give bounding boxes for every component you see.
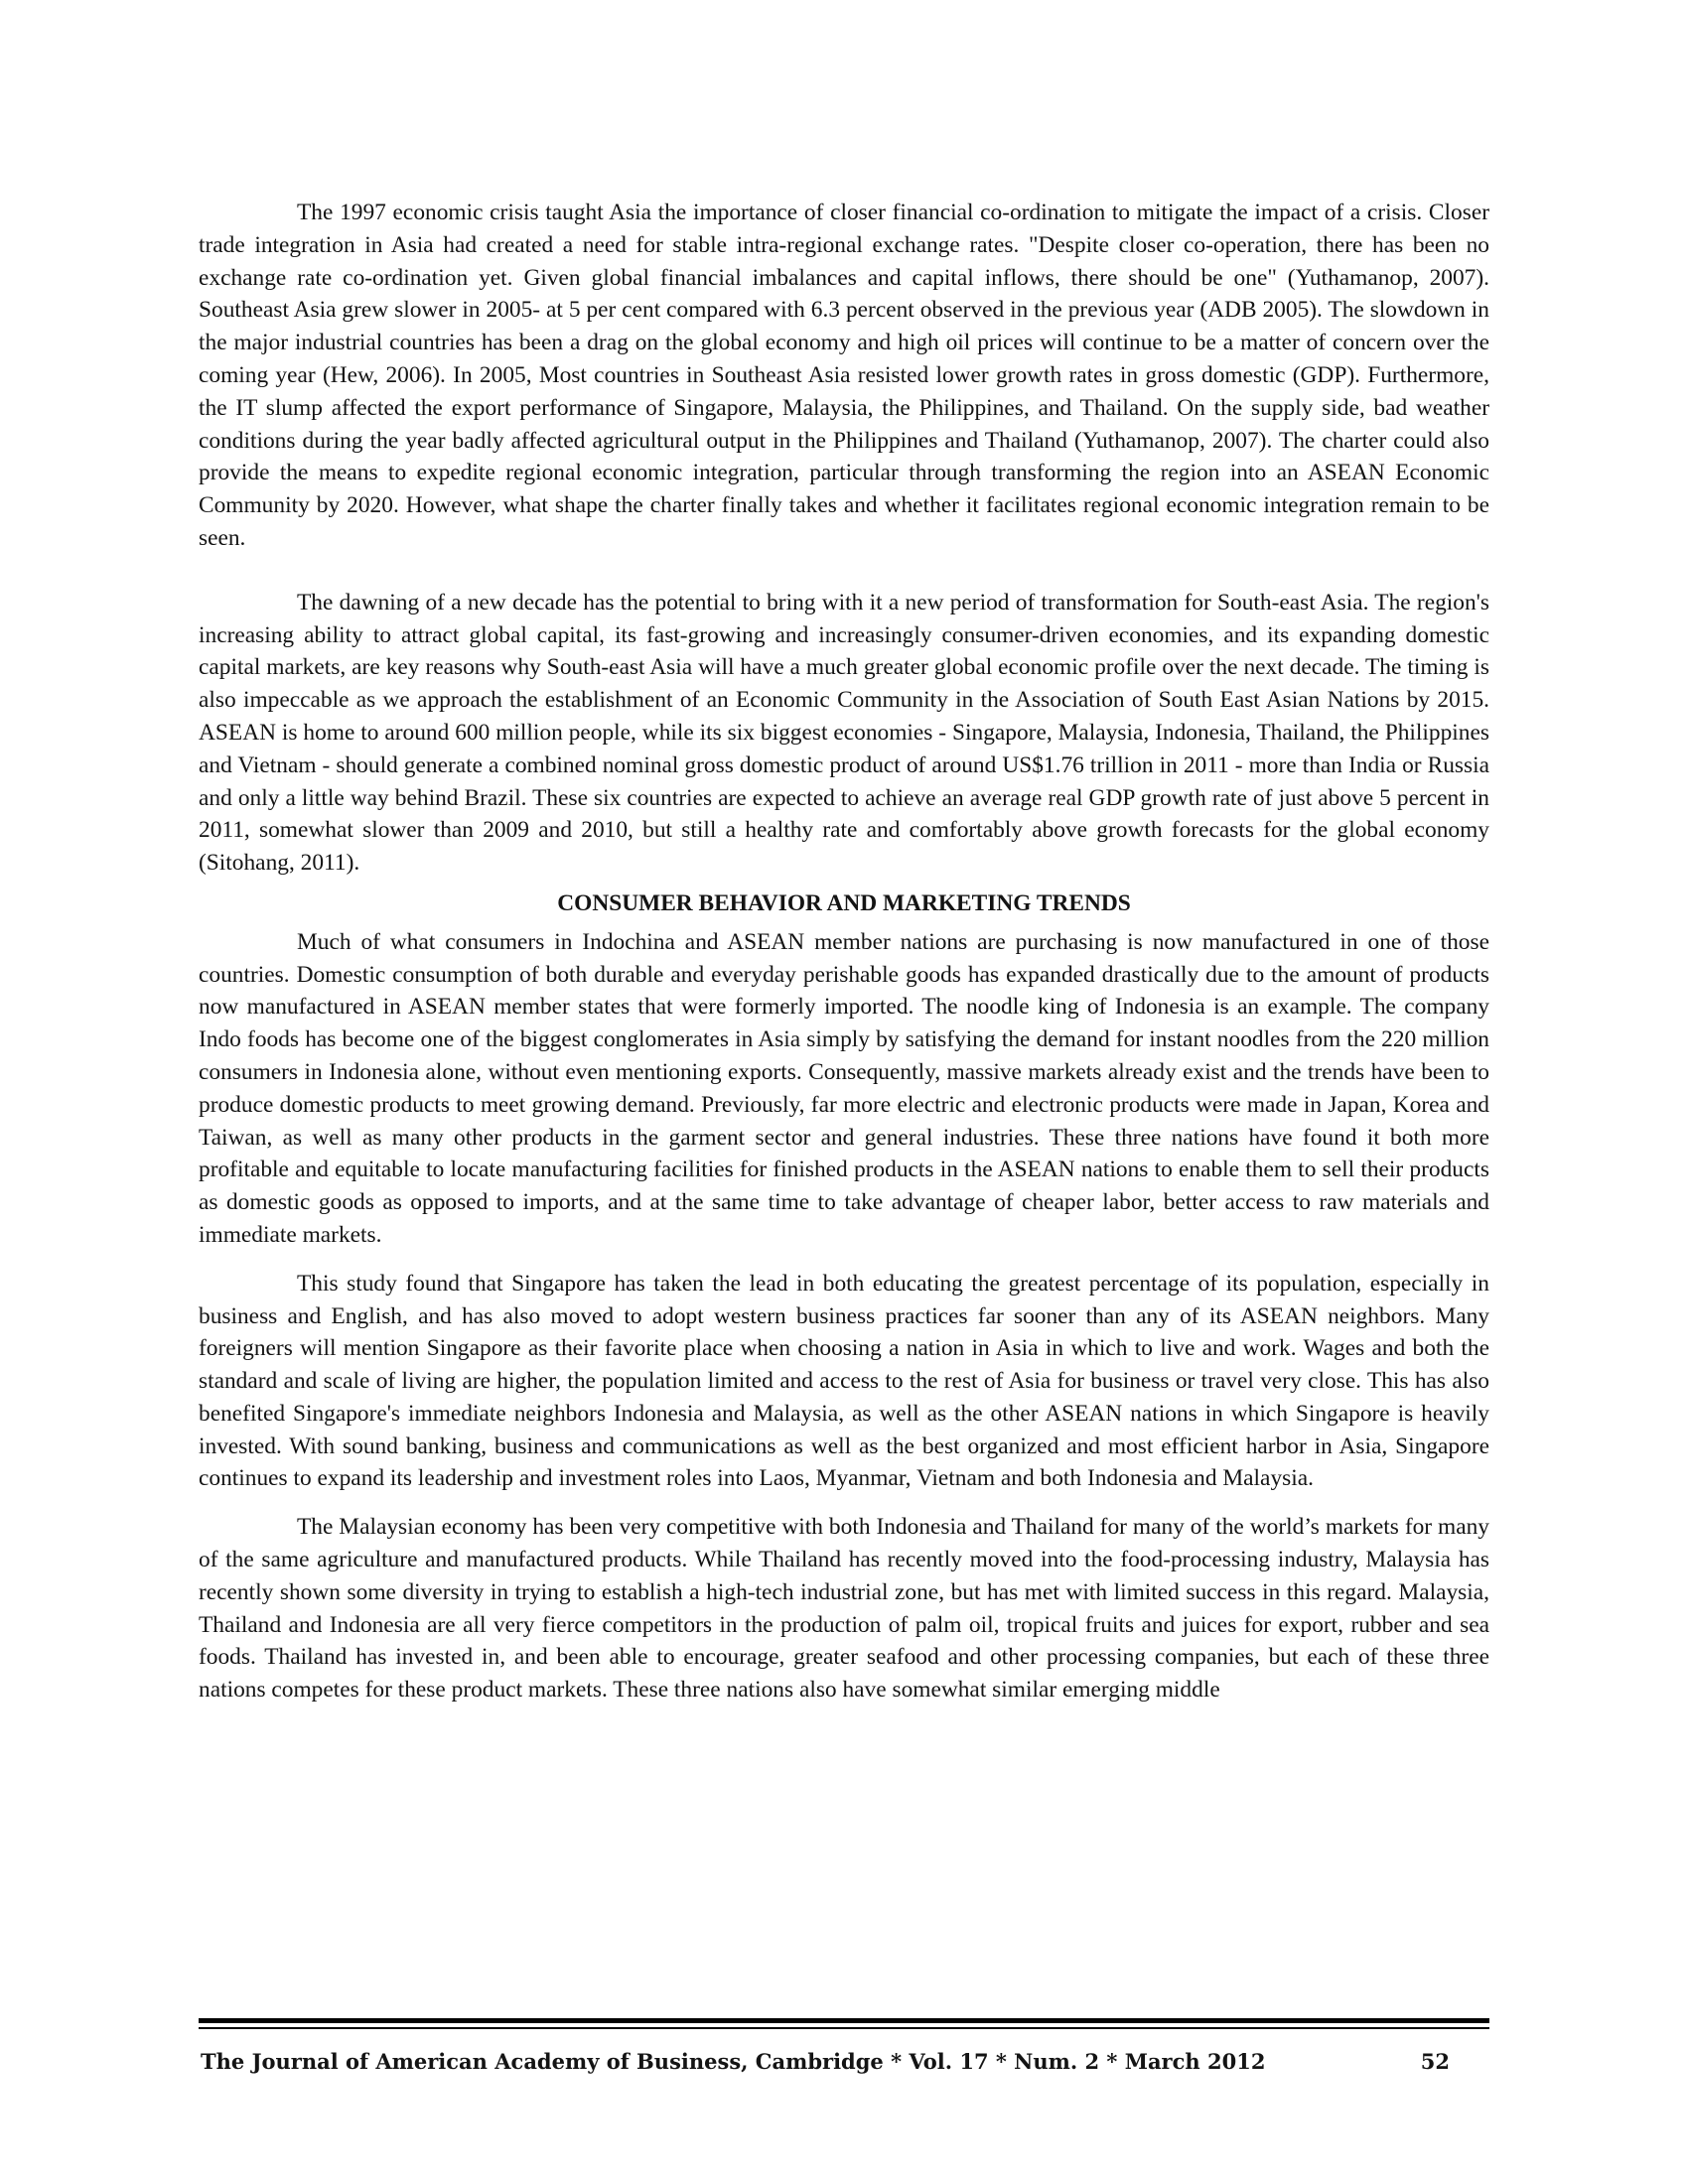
paragraph: Much of what consumers in Indochina and ASEAN member nations are purchasing is now manufactured in one of those countries. Domestic consumption of both durable and everyday perishable goods has expanded drastically due to the amount of products now manufactured in ASEAN member states that were formerly imported. The noodle king of Indonesia is an example. The company Indo foods has become one of the biggest conglomerates in Asia simply by satisfying the demand for instant noodles from the 220 million consumers in Indonesia alone, without even mentioning exports. Consequently, massive markets already exist and the trends have been to produce domestic products to meet growing demand. Previously, far more electric and electronic products were made in Japan, Korea and Taiwan, as well as many other products in the garment sector and general industries. These three nations have found it both more profitable and equitable to locate manufacturing facilities for finished products in the ASEAN nations to enable them to sell their products as domestic goods as opposed to imports, and at the same time to take advantage of cheaper labor, better access to raw materials and immediate markets.: [199, 928, 1489, 1248]
paragraph: The Malaysian economy has been very competitive with both Indonesia and Thailand for many of the world’s markets for many of the same agriculture and manufactured products. While Thailand has recently moved into the food-processing industry, Malaysia has recently shown some diversity in trying to establish a high-tech industrial zone, but has met with limited success in this regard. Malaysia, Thailand and Indonesia are all very fierce competitors in the production of palm oil, tropical fruits and juices for export, rubber and sea foods. Thailand has invested in, and been able to encourage, greater seafood and other processing companies, but each of these three nations competes for these product markets. These three nations also have somewhat similar emerging middle: [199, 1514, 1489, 1704]
paragraph: The 1997 economic crisis taught Asia the importance of closer financial co-ordination to mitigate the impact of a crisis. Closer trade integration in Asia had created a need for stable intra-regional exchange rates. "Despite closer co-operation, there has been no exchange rate co-ordination yet. Given global financial imbalances and capital inflows, there should be one" (Yuthamanop, 2007). Southeast Asia grew slower in 2005- at 5 per cent compared with 6.3 percent observed in the previous year (ADB 2005). The slowdown in the major industrial countries has been a drag on the global economy and high oil prices will continue to be a matter of concern over the coming year (Hew, 2006). In 2005, Most countries in Southeast Asia resisted lower growth rates in gross domestic (GDP). Furthermore, the IT slump affected the export performance of Singapore, Malaysia, the Philippines, and Thailand. On the supply side, bad weather conditions during the year badly affected agricultural output in the Philippines and Thailand (Yuthamanop, 2007). The charter could also provide the means to expedite regional economic integration, particular through transforming the region into an ASEAN Economic Community by 2020. However, what shape the charter finally takes and whether it facilitates regional economic integration remain to be seen.: [199, 200, 1489, 551]
footer-rule-thin: [199, 2027, 1489, 2029]
footer-rule-thick: [199, 2018, 1489, 2023]
section-heading: CONSUMER BEHAVIOR AND MARKETING TRENDS: [557, 889, 1131, 916]
paragraph: This study found that Singapore has taken the lead in both educating the greatest percentage of its population, especially in business and English, and has also moved to adopt western business practices far sooner than any of its ASEAN neighbors. Many foreigners will mention Singapore as their favorite place when choosing a nation in Asia in which to live and work. Wages and both the standard and scale of living are higher, the population limited and access to the rest of Asia for business or travel very close. This has also benefited Singapore's immediate neighbors Indonesia and Malaysia, as well as the other ASEAN nations in which Singapore is heavily invested. With sound banking, business and communications as well as the best organized and most efficient harbor in Asia, Singapore continues to expand its leadership and investment roles into Laos, Myanmar, Vietnam and both Indonesia and Malaysia.: [199, 1270, 1489, 1492]
paragraph: The dawning of a new decade has the potential to bring with it a new period of transformation for South-east Asia. The region's increasing ability to attract global capital, its fast-growing and increasingly consumer-driven economies, and its expanding domestic capital markets, are key reasons why South-east Asia will have a much greater global economic profile over the next decade. The timing is also impeccable as we approach the establishment of an Economic Community in the Association of South East Asian Nations by 2015. ASEAN is home to around 600 million people, while its six biggest economies - Singapore, Malaysia, Indonesia, Thailand, the Philippines and Vietnam - should generate a combined nominal gross domestic product of around US$1.76 trillion in 2011 - more than India or Russia and only a little way behind Brazil. These six countries are expected to achieve an average real GDP growth rate of just above 5 percent in 2011, somewhat slower than 2009 and 2010, but still a healthy rate and comfortably above growth forecasts for the global economy (Sitohang, 2011).: [199, 589, 1489, 877]
journal-citation: The Journal of American Academy of Business, Cambridge * Vol. 17 * Num. 2 * March 2012: [201, 2049, 1266, 2074]
page-footer: [199, 2049, 1489, 2074]
page-body: [199, 197, 1489, 1706]
page-number: 52: [1420, 2049, 1450, 2074]
